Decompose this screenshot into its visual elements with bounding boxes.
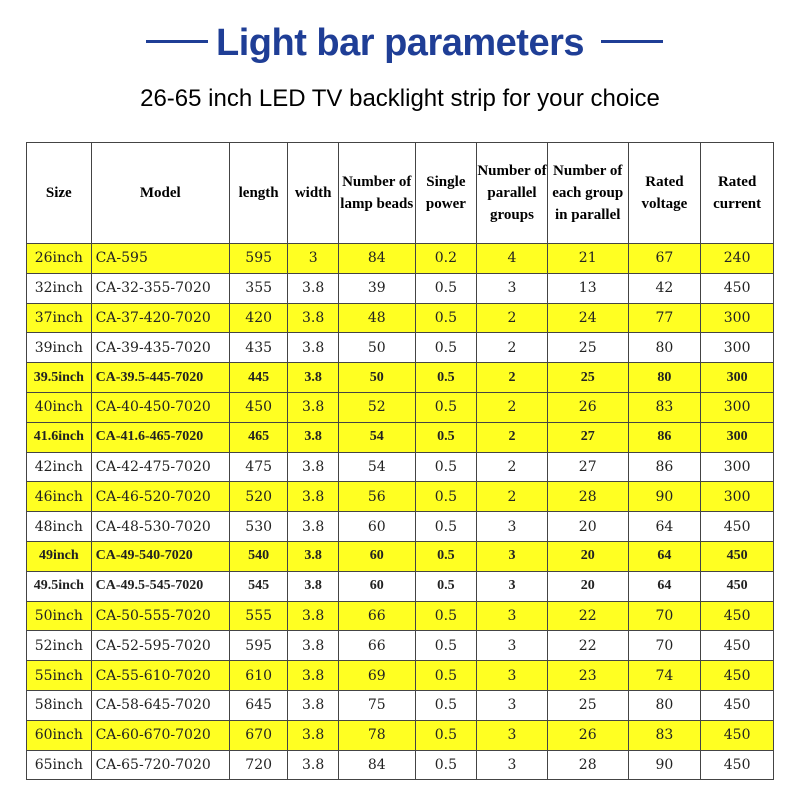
- table-row: [27, 720, 774, 750]
- cell-rated-current: 450: [701, 571, 774, 601]
- cell-model: CA-32-355-7020: [91, 273, 229, 303]
- cell-each-group: 22: [547, 631, 628, 661]
- cell-size: 52inch: [27, 631, 92, 661]
- cell-single-power: 0.5: [415, 571, 477, 601]
- table-row: [27, 482, 774, 512]
- cell-parallel-groups: 2: [477, 303, 548, 333]
- cell-parallel-groups: 3: [477, 750, 548, 780]
- cell-width: 3.8: [288, 512, 338, 542]
- cell-lamp-beads: 54: [338, 452, 415, 482]
- column-header-rated-current: Rated current: [701, 143, 774, 244]
- cell-size: 39inch: [27, 333, 92, 363]
- cell-width: 3.8: [288, 392, 338, 422]
- cell-rated-current: 300: [701, 363, 774, 393]
- cell-rated-current: 450: [701, 690, 774, 720]
- cell-single-power: 0.5: [415, 452, 477, 482]
- cell-model: CA-595: [91, 244, 229, 274]
- table-body: [27, 244, 774, 780]
- cell-width: 3.8: [288, 363, 338, 393]
- cell-width: 3.8: [288, 750, 338, 780]
- cell-single-power: 0.5: [415, 482, 477, 512]
- cell-each-group: 25: [547, 333, 628, 363]
- cell-lamp-beads: 69: [338, 661, 415, 691]
- cell-single-power: 0.5: [415, 690, 477, 720]
- cell-single-power: 0.5: [415, 333, 477, 363]
- cell-parallel-groups: 2: [477, 422, 548, 452]
- table-row: [27, 690, 774, 720]
- cell-rated-voltage: 77: [628, 303, 701, 333]
- cell-rated-voltage: 64: [628, 541, 701, 571]
- cell-model: CA-55-610-7020: [91, 661, 229, 691]
- cell-rated-current: 300: [701, 392, 774, 422]
- cell-size: 58inch: [27, 690, 92, 720]
- table-row: [27, 392, 774, 422]
- cell-width: 3.8: [288, 631, 338, 661]
- column-header-size: Size: [27, 143, 92, 244]
- cell-parallel-groups: 3: [477, 631, 548, 661]
- cell-lamp-beads: 60: [338, 512, 415, 542]
- cell-rated-voltage: 83: [628, 392, 701, 422]
- cell-width: 3.8: [288, 690, 338, 720]
- cell-model: CA-48-530-7020: [91, 512, 229, 542]
- table-row: [27, 661, 774, 691]
- cell-length: 670: [229, 720, 288, 750]
- cell-rated-voltage: 86: [628, 452, 701, 482]
- cell-lamp-beads: 39: [338, 273, 415, 303]
- table-row: [27, 363, 774, 393]
- cell-rated-current: 450: [701, 631, 774, 661]
- cell-width: 3.8: [288, 452, 338, 482]
- page-subtitle: 26-65 inch LED TV backlight strip for your choice: [140, 85, 660, 112]
- cell-model: CA-39.5-445-7020: [91, 363, 229, 393]
- cell-rated-voltage: 42: [628, 273, 701, 303]
- cell-each-group: 26: [547, 720, 628, 750]
- cell-model: CA-37-420-7020: [91, 303, 229, 333]
- cell-model: CA-42-475-7020: [91, 452, 229, 482]
- cell-parallel-groups: 2: [477, 363, 548, 393]
- cell-each-group: 27: [547, 452, 628, 482]
- cell-width: 3.8: [288, 333, 338, 363]
- cell-lamp-beads: 84: [338, 750, 415, 780]
- title-rule-right: [601, 40, 663, 43]
- cell-size: 50inch: [27, 601, 92, 631]
- cell-each-group: 25: [547, 363, 628, 393]
- cell-rated-current: 300: [701, 452, 774, 482]
- column-header-length: length: [229, 143, 288, 244]
- cell-rated-current: 300: [701, 333, 774, 363]
- cell-each-group: 20: [547, 571, 628, 601]
- column-header-lamp-beads: Number of lamp beads: [338, 143, 415, 244]
- cell-lamp-beads: 54: [338, 422, 415, 452]
- column-header-parallel-groups: Number of parallel groups: [477, 143, 548, 244]
- cell-size: 32inch: [27, 273, 92, 303]
- cell-size: 37inch: [27, 303, 92, 333]
- table-row: [27, 631, 774, 661]
- parameters-table: [26, 142, 774, 780]
- cell-single-power: 0.5: [415, 720, 477, 750]
- cell-rated-voltage: 80: [628, 333, 701, 363]
- cell-parallel-groups: 3: [477, 661, 548, 691]
- cell-rated-voltage: 74: [628, 661, 701, 691]
- cell-width: 3.8: [288, 601, 338, 631]
- cell-parallel-groups: 2: [477, 333, 548, 363]
- cell-lamp-beads: 60: [338, 571, 415, 601]
- cell-rated-voltage: 83: [628, 720, 701, 750]
- table-row: [27, 750, 774, 780]
- cell-size: 46inch: [27, 482, 92, 512]
- cell-model: CA-58-645-7020: [91, 690, 229, 720]
- cell-each-group: 20: [547, 512, 628, 542]
- cell-single-power: 0.2: [415, 244, 477, 274]
- cell-each-group: 25: [547, 690, 628, 720]
- cell-rated-current: 450: [701, 273, 774, 303]
- cell-model: CA-65-720-7020: [91, 750, 229, 780]
- cell-rated-current: 300: [701, 482, 774, 512]
- cell-width: 3.8: [288, 661, 338, 691]
- cell-rated-voltage: 67: [628, 244, 701, 274]
- cell-length: 720: [229, 750, 288, 780]
- cell-rated-voltage: 70: [628, 631, 701, 661]
- cell-model: CA-50-555-7020: [91, 601, 229, 631]
- cell-parallel-groups: 3: [477, 512, 548, 542]
- cell-single-power: 0.5: [415, 363, 477, 393]
- cell-each-group: 20: [547, 541, 628, 571]
- cell-lamp-beads: 50: [338, 333, 415, 363]
- cell-parallel-groups: 3: [477, 541, 548, 571]
- cell-length: 435: [229, 333, 288, 363]
- cell-parallel-groups: 3: [477, 571, 548, 601]
- column-header-single-power: Single power: [415, 143, 477, 244]
- cell-each-group: 24: [547, 303, 628, 333]
- cell-lamp-beads: 78: [338, 720, 415, 750]
- cell-parallel-groups: 3: [477, 720, 548, 750]
- table-row: [27, 452, 774, 482]
- cell-length: 465: [229, 422, 288, 452]
- cell-rated-voltage: 70: [628, 601, 701, 631]
- cell-size: 49inch: [27, 541, 92, 571]
- cell-length: 445: [229, 363, 288, 393]
- cell-parallel-groups: 4: [477, 244, 548, 274]
- cell-size: 39.5inch: [27, 363, 92, 393]
- cell-single-power: 0.5: [415, 661, 477, 691]
- cell-width: 3.8: [288, 541, 338, 571]
- table-row: [27, 422, 774, 452]
- cell-single-power: 0.5: [415, 750, 477, 780]
- cell-single-power: 0.5: [415, 392, 477, 422]
- cell-length: 355: [229, 273, 288, 303]
- cell-length: 540: [229, 541, 288, 571]
- cell-rated-voltage: 80: [628, 690, 701, 720]
- cell-rated-current: 450: [701, 661, 774, 691]
- cell-lamp-beads: 60: [338, 541, 415, 571]
- cell-length: 595: [229, 244, 288, 274]
- cell-single-power: 0.5: [415, 541, 477, 571]
- title-row: [0, 18, 800, 68]
- table-row: [27, 303, 774, 333]
- cell-model: CA-60-670-7020: [91, 720, 229, 750]
- cell-rated-current: 450: [701, 541, 774, 571]
- cell-lamp-beads: 66: [338, 601, 415, 631]
- cell-rated-current: 450: [701, 512, 774, 542]
- cell-single-power: 0.5: [415, 601, 477, 631]
- cell-each-group: 26: [547, 392, 628, 422]
- cell-each-group: 21: [547, 244, 628, 274]
- cell-length: 610: [229, 661, 288, 691]
- cell-lamp-beads: 52: [338, 392, 415, 422]
- cell-width: 3.8: [288, 273, 338, 303]
- table-row: [27, 601, 774, 631]
- cell-model: CA-39-435-7020: [91, 333, 229, 363]
- cell-length: 645: [229, 690, 288, 720]
- cell-each-group: 13: [547, 273, 628, 303]
- cell-model: CA-52-595-7020: [91, 631, 229, 661]
- cell-lamp-beads: 66: [338, 631, 415, 661]
- cell-size: 41.6inch: [27, 422, 92, 452]
- cell-each-group: 28: [547, 482, 628, 512]
- cell-size: 49.5inch: [27, 571, 92, 601]
- cell-length: 520: [229, 482, 288, 512]
- cell-size: 42inch: [27, 452, 92, 482]
- column-header-model: Model: [91, 143, 229, 244]
- cell-model: CA-46-520-7020: [91, 482, 229, 512]
- cell-single-power: 0.5: [415, 422, 477, 452]
- cell-rated-voltage: 80: [628, 363, 701, 393]
- cell-lamp-beads: 48: [338, 303, 415, 333]
- cell-length: 555: [229, 601, 288, 631]
- cell-model: CA-41.6-465-7020: [91, 422, 229, 452]
- table-row: [27, 273, 774, 303]
- cell-lamp-beads: 84: [338, 244, 415, 274]
- cell-single-power: 0.5: [415, 273, 477, 303]
- cell-single-power: 0.5: [415, 631, 477, 661]
- cell-rated-voltage: 64: [628, 512, 701, 542]
- cell-length: 450: [229, 392, 288, 422]
- cell-each-group: 28: [547, 750, 628, 780]
- cell-rated-current: 300: [701, 303, 774, 333]
- cell-width: 3: [288, 244, 338, 274]
- cell-model: CA-49-540-7020: [91, 541, 229, 571]
- cell-lamp-beads: 56: [338, 482, 415, 512]
- table-header-row: [27, 143, 774, 244]
- cell-length: 475: [229, 452, 288, 482]
- cell-size: 26inch: [27, 244, 92, 274]
- cell-width: 3.8: [288, 482, 338, 512]
- cell-rated-current: 450: [701, 750, 774, 780]
- cell-rated-current: 450: [701, 720, 774, 750]
- table-row: [27, 512, 774, 542]
- cell-lamp-beads: 50: [338, 363, 415, 393]
- cell-model: CA-49.5-545-7020: [91, 571, 229, 601]
- cell-parallel-groups: 2: [477, 482, 548, 512]
- table-row: [27, 571, 774, 601]
- cell-single-power: 0.5: [415, 512, 477, 542]
- cell-parallel-groups: 3: [477, 601, 548, 631]
- cell-rated-current: 450: [701, 601, 774, 631]
- cell-width: 3.8: [288, 720, 338, 750]
- cell-parallel-groups: 2: [477, 452, 548, 482]
- column-header-width: width: [288, 143, 338, 244]
- table-row: [27, 244, 774, 274]
- cell-parallel-groups: 3: [477, 690, 548, 720]
- cell-length: 420: [229, 303, 288, 333]
- cell-each-group: 27: [547, 422, 628, 452]
- cell-size: 60inch: [27, 720, 92, 750]
- column-header-each-group: Number of each group in parallel: [547, 143, 628, 244]
- cell-length: 530: [229, 512, 288, 542]
- cell-width: 3.8: [288, 422, 338, 452]
- cell-width: 3.8: [288, 303, 338, 333]
- cell-rated-current: 300: [701, 422, 774, 452]
- table-row: [27, 333, 774, 363]
- cell-size: 65inch: [27, 750, 92, 780]
- cell-rated-voltage: 86: [628, 422, 701, 452]
- column-header-rated-voltage: Rated voltage: [628, 143, 701, 244]
- cell-model: CA-40-450-7020: [91, 392, 229, 422]
- cell-size: 55inch: [27, 661, 92, 691]
- cell-rated-voltage: 64: [628, 571, 701, 601]
- cell-rated-voltage: 90: [628, 482, 701, 512]
- cell-rated-voltage: 90: [628, 750, 701, 780]
- cell-each-group: 23: [547, 661, 628, 691]
- cell-width: 3.8: [288, 571, 338, 601]
- cell-size: 40inch: [27, 392, 92, 422]
- cell-length: 545: [229, 571, 288, 601]
- cell-lamp-beads: 75: [338, 690, 415, 720]
- cell-parallel-groups: 3: [477, 273, 548, 303]
- cell-parallel-groups: 2: [477, 392, 548, 422]
- page-title: Light bar parameters: [216, 22, 584, 64]
- cell-single-power: 0.5: [415, 303, 477, 333]
- table-row: [27, 541, 774, 571]
- cell-size: 48inch: [27, 512, 92, 542]
- cell-length: 595: [229, 631, 288, 661]
- cell-rated-current: 240: [701, 244, 774, 274]
- cell-each-group: 22: [547, 601, 628, 631]
